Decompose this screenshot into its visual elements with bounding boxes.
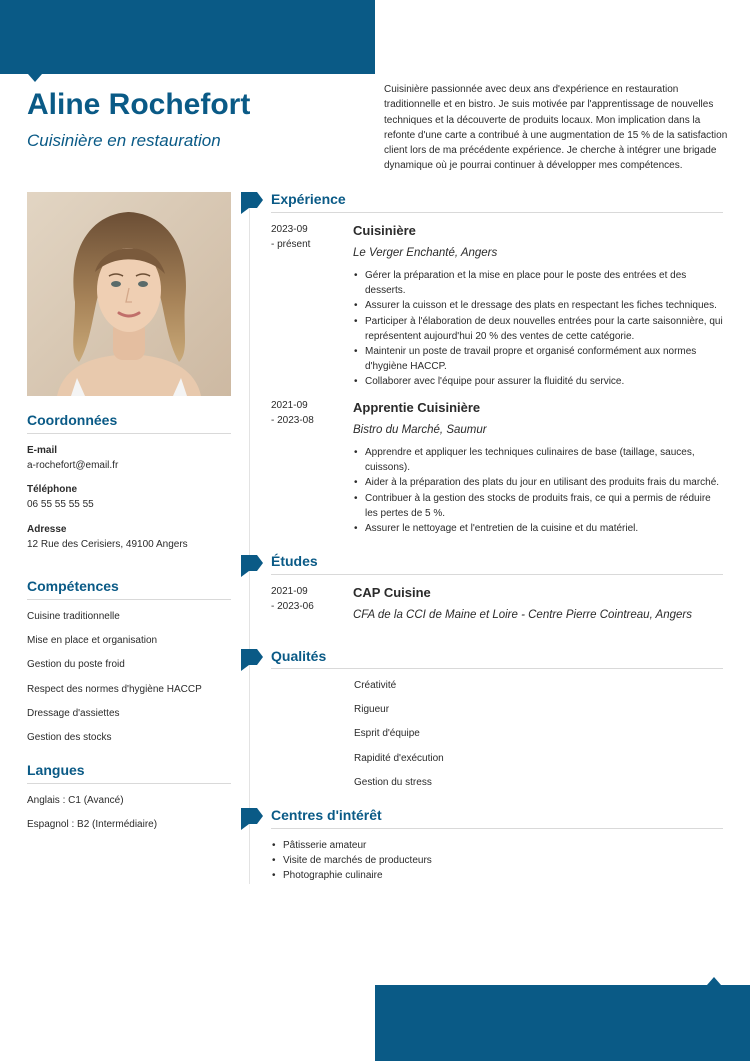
interests-list [271, 838, 571, 884]
date-end: - présent [271, 239, 311, 250]
list-item: • Collaborer avec l'équipe pour assurer la fluidité du service. [353, 374, 723, 389]
languages-section-title: Langues [27, 762, 85, 778]
email-label: E-mail [27, 445, 58, 456]
education-rule [271, 574, 723, 575]
quality-item: Rapidité d'exécution [354, 753, 444, 764]
header-band [0, 0, 375, 74]
list-item: • Maintenir un poste de travail propre et organisé conformément aux normes d'hygiène HACCP. [353, 344, 723, 374]
education-degree: CAP Cuisine [353, 585, 431, 600]
candidate-name: Aline Rochefort [27, 88, 251, 121]
profile-photo [27, 192, 231, 396]
experience-organization: Le Verger Enchanté, Angers [353, 247, 498, 259]
phone-value[interactable]: 06 55 55 55 55 [27, 499, 94, 510]
skill-item: Mise en place et organisation [27, 635, 158, 646]
education-section-title: Études [271, 553, 318, 569]
list-item: • Contribuer à la gestion des stocks de produits frais, ce qui a permis de réduire les pertes de 5 %. [353, 491, 723, 521]
interests-marker-icon [241, 808, 263, 830]
experience-date [271, 222, 346, 252]
skills-section-title: Compétences [27, 578, 119, 594]
skill-item: Respect des normes d'hygiène HACCP [27, 684, 202, 695]
experience-role: Apprentie Cuisinière [353, 400, 481, 415]
email-value[interactable]: a-rochefort@email.fr [27, 460, 119, 471]
qualities-rule [271, 668, 723, 669]
experience-role: Cuisinière [353, 223, 416, 238]
interests-rule [271, 828, 723, 829]
address-label: Adresse [27, 524, 67, 535]
skills-rule [27, 599, 231, 600]
list-item: • Assurer le nettoyage et l'entretien de la cuisine et du matériel. [353, 521, 723, 536]
interests-section-title: Centres d'intérêt [271, 807, 382, 823]
quality-item: Esprit d'équipe [354, 728, 420, 739]
date-start: 2023-09 [271, 224, 308, 235]
date-start: 2021-09 [271, 400, 308, 411]
date-end: - 2023-08 [271, 415, 314, 426]
list-item: • Photographie culinaire [271, 868, 571, 883]
date-start: 2021-09 [271, 586, 308, 597]
experience-date [271, 398, 346, 428]
quality-item: Rigueur [354, 704, 390, 715]
list-item: • Pâtisserie amateur [271, 838, 571, 853]
qualities-section-title: Qualités [271, 648, 327, 664]
list-item: • Gérer la préparation et la mise en place pour le poste des entrées et des desserts. [353, 268, 723, 298]
list-item: • Participer à l'élaboration de deux nouvelles entrées pour la carte saisonnière, qui représentent aujourd'hui 20 % des ventes de cette catégorie. [353, 314, 723, 344]
phone-label: Téléphone [27, 484, 78, 495]
list-item: • Apprendre et appliquer les techniques culinaires de base (taillage, sauces, cuissons). [353, 445, 723, 475]
address-value: 12 Rue des Cerisiers, 49100 Angers [27, 539, 188, 550]
contact-rule [27, 433, 231, 434]
quality-item: Créativité [354, 680, 397, 691]
date-end: - 2023-06 [271, 601, 314, 612]
footer-band-notch [707, 977, 721, 985]
experience-marker-icon [241, 192, 263, 214]
education-date [271, 584, 346, 614]
skill-item: Gestion du poste froid [27, 659, 125, 670]
experience-organization: Bistro du Marché, Saumur [353, 424, 487, 436]
list-item: • Aider à la préparation des plats du jour en utilisant des produits frais du marché. [353, 475, 723, 490]
education-marker-icon [241, 555, 263, 577]
quality-item: Gestion du stress [354, 777, 432, 788]
skill-item: Cuisine traditionnelle [27, 611, 120, 622]
language-item: Anglais : C1 (Avancé) [27, 795, 124, 806]
footer-band [375, 985, 750, 1061]
language-item: Espagnol : B2 (Intermédiaire) [27, 819, 158, 830]
experience-bullets [353, 445, 723, 536]
profile-summary: Cuisinière passionnée avec deux ans d'expérience en restauration traditionnelle et en bistro. Je suis motivée par l'apprentissage de nouvelles techniques et la découverte de produits locaux. Mon implication dans la refonte d'une carte a contribué à une augmentation de 15 % de la satisfaction client lors de ma précédente expérience. Je cherche à intégrer une brigade dynamique où je pourrai continuer à développer mes compétences. [384, 84, 728, 172]
list-item: • Visite de marchés de producteurs [271, 853, 571, 868]
skill-item: Dressage d'assiettes [27, 708, 120, 719]
job-title: Cuisinière en restauration [27, 131, 221, 150]
header-band-notch [28, 74, 42, 82]
list-item: • Assurer la cuisson et le dressage des plats en respectant les fiches techniques. [353, 298, 723, 313]
qualities-marker-icon [241, 649, 263, 671]
education-school: CFA de la CCI de Maine et Loire - Centre Pierre Cointreau, Angers [353, 609, 692, 621]
column-divider [249, 196, 250, 884]
experience-section-title: Expérience [271, 191, 346, 207]
experience-rule [271, 212, 723, 213]
skill-item: Gestion des stocks [27, 732, 112, 743]
contact-section-title: Coordonnées [27, 412, 118, 428]
experience-bullets [353, 268, 723, 390]
languages-rule [27, 783, 231, 784]
